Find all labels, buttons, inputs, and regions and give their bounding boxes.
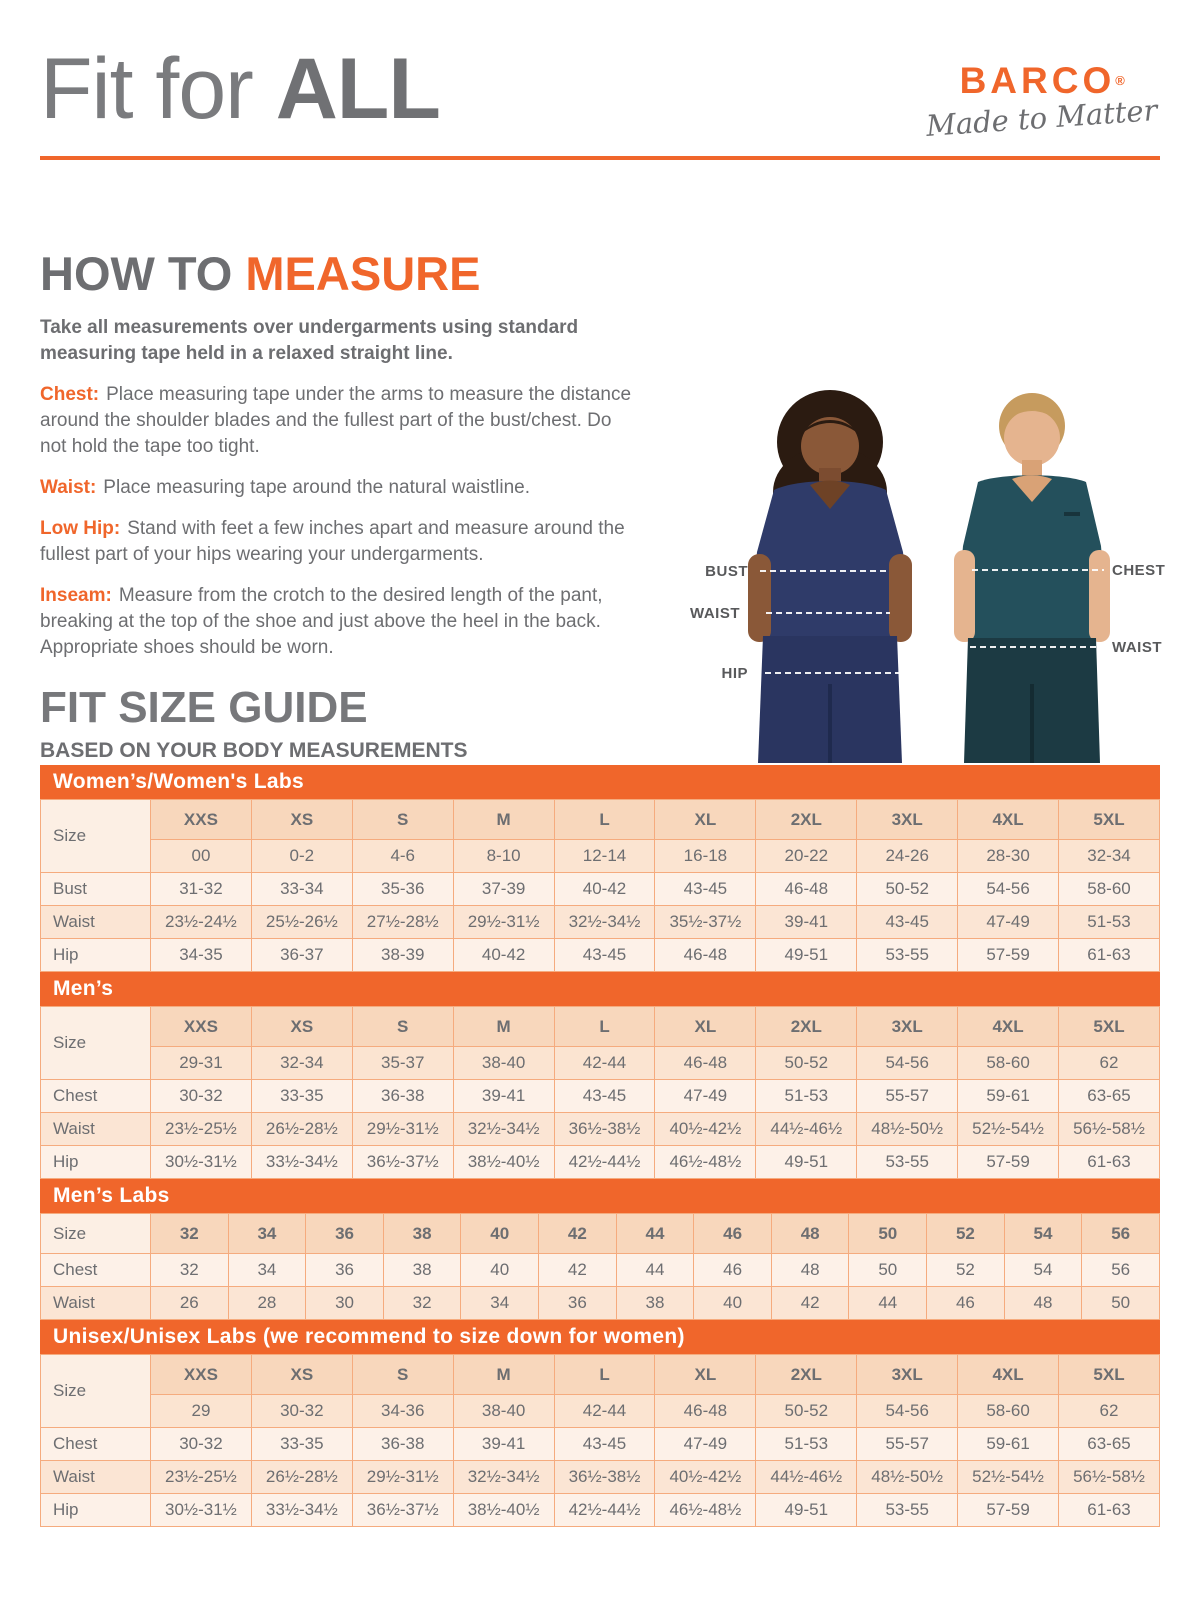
measurement-cell: 42 [771, 1287, 849, 1320]
measurement-cell: 59-61 [958, 1428, 1059, 1461]
size-name-cell: L [554, 1355, 655, 1395]
size-name-cell: 2XL [756, 800, 857, 840]
size-header-row [41, 800, 1160, 840]
size-number-cell: 34-36 [352, 1395, 453, 1428]
measurement-cell: 47-49 [655, 1080, 756, 1113]
measurement-cell: 43-45 [554, 1428, 655, 1461]
size-number-cell: 38-40 [453, 1395, 554, 1428]
measurement-cell: 29½-31½ [352, 1113, 453, 1146]
size-number-cell: 24-26 [857, 840, 958, 873]
measurement-cell: 43-45 [554, 1080, 655, 1113]
measurement-cell: 55-57 [857, 1428, 958, 1461]
measurement-cell: 30½-31½ [151, 1146, 252, 1179]
row-label-cell: Waist [41, 1113, 151, 1146]
measurement-row-chest [41, 1254, 1160, 1287]
measurement-cell: 58-60 [1059, 873, 1160, 906]
measurement-cell: 46-48 [756, 873, 857, 906]
size-number-cell: 4-6 [352, 840, 453, 873]
size-table-men-s [40, 1006, 1160, 1179]
measurement-cell: 39-41 [756, 906, 857, 939]
size-number-cell: 30-32 [251, 1395, 352, 1428]
size-name-cell: 4XL [958, 1007, 1059, 1047]
measurement-cell: 46 [927, 1287, 1005, 1320]
measure-item-chest-label: Chest: [40, 384, 100, 406]
size-name-cell: 46 [694, 1214, 772, 1254]
size-name-cell: 3XL [857, 1355, 958, 1395]
measurement-cell: 40 [694, 1287, 772, 1320]
table-band-women-s-women-s-labs: Women’s/Women's Labs [40, 765, 1160, 799]
measurement-row-bust [41, 873, 1160, 906]
measurement-cell: 53-55 [857, 1494, 958, 1527]
brand-tagline: Made to Matter [925, 92, 1159, 144]
how-to-measure-title [40, 247, 632, 300]
size-name-cell: S [352, 800, 453, 840]
measurement-cell: 46½-48½ [655, 1146, 756, 1179]
waist-right-label: WAIST [1112, 639, 1162, 656]
size-name-cell: 5XL [1059, 800, 1160, 840]
measurement-cell: 52 [927, 1254, 1005, 1287]
size-name-cell: M [453, 1355, 554, 1395]
measurement-cell: 40½-42½ [655, 1113, 756, 1146]
row-label-cell: Chest [41, 1254, 151, 1287]
waist-left-label: WAIST [690, 605, 740, 622]
measurement-cell: 36½-38½ [554, 1113, 655, 1146]
size-table-women-s-women-s-labs [40, 799, 1160, 972]
size-name-cell: XXS [151, 1355, 252, 1395]
measurement-cell: 53-55 [857, 939, 958, 972]
measurement-cell: 44½-46½ [756, 1461, 857, 1494]
size-label-cell: Size [41, 1214, 151, 1254]
measurement-cell: 33½-34½ [251, 1146, 352, 1179]
size-name-cell: XS [251, 1007, 352, 1047]
measurement-cell: 38 [383, 1254, 461, 1287]
row-label-cell: Waist [41, 1287, 151, 1320]
size-number-cell: 54-56 [857, 1395, 958, 1428]
size-number-cell: 42-44 [554, 1047, 655, 1080]
size-number-cell: 46-48 [655, 1047, 756, 1080]
measurement-cell: 30-32 [151, 1080, 252, 1113]
size-name-cell: 2XL [756, 1007, 857, 1047]
size-name-cell: 3XL [857, 800, 958, 840]
measurement-cell: 38½-40½ [453, 1146, 554, 1179]
measure-item-inseam-text: Measure from the crotch to the desired length of the pant, breaking at the top of the shoe and just above the heel in the back. Appropriate shoes should be worn. [40, 585, 603, 659]
measure-item-lowhip-label: Low Hip: [40, 518, 121, 540]
size-number-cell: 50-52 [756, 1395, 857, 1428]
measurement-cell: 51-53 [756, 1080, 857, 1113]
measurement-cell: 23½-25½ [151, 1461, 252, 1494]
measurement-cell: 23½-25½ [151, 1113, 252, 1146]
size-name-cell: 34 [228, 1214, 306, 1254]
size-name-cell: 5XL [1059, 1355, 1160, 1395]
measurement-cell: 28 [228, 1287, 306, 1320]
size-number-cell: 29-31 [151, 1047, 252, 1080]
registered-mark-icon: ® [1115, 73, 1125, 88]
size-number-cell: 58-60 [958, 1047, 1059, 1080]
measure-item-chest-text: Place measuring tape under the arms to measure the distance around the shoulder blades and the fullest part of the bust/chest. Do not hold the tape too tight. [40, 384, 632, 458]
size-name-cell: 50 [849, 1214, 927, 1254]
models-photo [660, 384, 1200, 763]
size-number-cell: 20-22 [756, 840, 857, 873]
measurement-cell: 51-53 [756, 1428, 857, 1461]
measurement-cell: 38 [616, 1287, 694, 1320]
measurement-cell: 63-65 [1059, 1080, 1160, 1113]
size-number-cell: 28-30 [958, 840, 1059, 873]
size-name-cell: XL [655, 800, 756, 840]
row-label-cell: Waist [41, 1461, 151, 1494]
brand-logo [925, 60, 1159, 144]
measurement-cell: 54-56 [958, 873, 1059, 906]
size-name-cell: M [453, 1007, 554, 1047]
measurement-cell: 51-53 [1059, 906, 1160, 939]
size-name-cell: XL [655, 1355, 756, 1395]
brand-wordmark: BARCO [959, 60, 1116, 101]
measurement-cell: 30½-31½ [151, 1494, 252, 1527]
measure-item-lowhip [40, 516, 632, 568]
table-band-unisex-unisex-labs-we-recommen: Unisex/Unisex Labs (we recommend to size down for women) [40, 1320, 1160, 1354]
measurement-cell: 57-59 [958, 939, 1059, 972]
measurement-cell: 50-52 [857, 873, 958, 906]
size-name-cell: 40 [461, 1214, 539, 1254]
measurement-cell: 39-41 [453, 1428, 554, 1461]
measurement-cell: 36½-38½ [554, 1461, 655, 1494]
table-band-men-s: Men’s [40, 972, 1160, 1006]
measurement-row-waist [41, 1113, 1160, 1146]
measurement-cell: 33½-34½ [251, 1494, 352, 1527]
measurement-cell: 35-36 [352, 873, 453, 906]
measurement-cell: 23½-24½ [151, 906, 252, 939]
size-number-cell: 54-56 [857, 1047, 958, 1080]
size-header-row [41, 1355, 1160, 1395]
measurement-cell: 61-63 [1059, 939, 1160, 972]
size-name-cell: 48 [771, 1214, 849, 1254]
size-number-cell: 62 [1059, 1047, 1160, 1080]
measurement-cell: 55-57 [857, 1080, 958, 1113]
measurement-cell: 52½-54½ [958, 1461, 1059, 1494]
how-to-measure-section [40, 247, 632, 661]
size-name-cell: 4XL [958, 1355, 1059, 1395]
measurement-cell: 39-41 [453, 1080, 554, 1113]
measure-intro: Take all measurements over undergarments using standard measuring tape held in a relaxed straight line. [40, 317, 579, 365]
measurement-cell: 32½-34½ [554, 906, 655, 939]
measurement-cell: 40½-42½ [655, 1461, 756, 1494]
row-label-cell: Chest [41, 1428, 151, 1461]
size-numbers-row [41, 1047, 1160, 1080]
row-label-cell: Bust [41, 873, 151, 906]
measurement-cell: 56½-58½ [1059, 1461, 1160, 1494]
size-name-cell: 32 [151, 1214, 229, 1254]
measurement-cell: 40 [461, 1254, 539, 1287]
size-name-cell: 54 [1004, 1214, 1082, 1254]
measurement-row-chest [41, 1080, 1160, 1113]
size-number-cell: 35-37 [352, 1047, 453, 1080]
measurement-cell: 54 [1004, 1254, 1082, 1287]
measurement-cell: 32 [383, 1287, 461, 1320]
measurement-cell: 40-42 [453, 939, 554, 972]
measurement-cell: 33-35 [251, 1428, 352, 1461]
measurement-row-waist [41, 1461, 1160, 1494]
measurement-cell: 33-35 [251, 1080, 352, 1113]
measurement-cell: 48 [1004, 1287, 1082, 1320]
measurement-cell: 30-32 [151, 1428, 252, 1461]
measurement-cell: 61-63 [1059, 1146, 1160, 1179]
size-tables [40, 765, 1160, 1527]
size-name-cell: XL [655, 1007, 756, 1047]
measurement-cell: 42½-44½ [554, 1146, 655, 1179]
measurement-cell: 47-49 [655, 1428, 756, 1461]
measurement-cell: 36½-37½ [352, 1146, 453, 1179]
measurement-cell: 46-48 [655, 939, 756, 972]
measurement-cell: 49-51 [756, 1494, 857, 1527]
hip-label: HIP [721, 665, 748, 682]
fit-size-guide-subtitle: BASED ON YOUR BODY MEASUREMENTS [40, 739, 468, 762]
measurement-cell: 42½-44½ [554, 1494, 655, 1527]
measurement-cell: 29½-31½ [352, 1461, 453, 1494]
measurement-cell: 25½-26½ [251, 906, 352, 939]
measure-item-inseam [40, 583, 632, 661]
row-label-cell: Chest [41, 1080, 151, 1113]
size-name-cell: 4XL [958, 800, 1059, 840]
measurement-cell: 48½-50½ [857, 1113, 958, 1146]
size-number-cell: 8-10 [453, 840, 554, 873]
measurement-row-hip [41, 1494, 1160, 1527]
row-label-cell: Hip [41, 1494, 151, 1527]
size-number-cell: 16-18 [655, 840, 756, 873]
size-number-cell: 29 [151, 1395, 252, 1428]
size-name-cell: S [352, 1007, 453, 1047]
size-name-cell: 44 [616, 1214, 694, 1254]
measurement-cell: 42 [539, 1254, 617, 1287]
measurement-cell: 57-59 [958, 1146, 1059, 1179]
measurement-cell: 61-63 [1059, 1494, 1160, 1527]
measurement-cell: 32 [151, 1254, 229, 1287]
measurement-cell: 43-45 [857, 906, 958, 939]
measurement-cell: 46 [694, 1254, 772, 1287]
measurement-row-chest [41, 1428, 1160, 1461]
measurement-cell: 26½-28½ [251, 1113, 352, 1146]
measurement-cell: 63-65 [1059, 1428, 1160, 1461]
measurement-cell: 27½-28½ [352, 906, 453, 939]
size-name-cell: XXS [151, 800, 252, 840]
measurement-cell: 36 [539, 1287, 617, 1320]
measurement-cell: 59-61 [958, 1080, 1059, 1113]
fit-size-guide-header [40, 683, 468, 763]
row-label-cell: Waist [41, 906, 151, 939]
measure-item-lowhip-text: Stand with feet a few inches apart and measure around the fullest part of your hips wearing your undergarments. [40, 518, 625, 566]
measurement-cell: 52½-54½ [958, 1113, 1059, 1146]
size-name-cell: XXS [151, 1007, 252, 1047]
row-label-cell: Hip [41, 1146, 151, 1179]
size-number-cell: 50-52 [756, 1047, 857, 1080]
size-name-cell: L [554, 800, 655, 840]
size-number-cell: 0-2 [251, 840, 352, 873]
size-name-cell: 38 [383, 1214, 461, 1254]
size-number-cell: 00 [151, 840, 252, 873]
size-name-cell: 5XL [1059, 1007, 1160, 1047]
measurement-cell: 44 [849, 1287, 927, 1320]
size-numbers-row [41, 1395, 1160, 1428]
size-table-unisex-unisex-labs-we-recommen [40, 1354, 1160, 1527]
table-band-men-s-labs: Men’s Labs [40, 1179, 1160, 1213]
size-number-cell: 32-34 [251, 1047, 352, 1080]
measurement-cell: 56½-58½ [1059, 1113, 1160, 1146]
measurement-cell: 43-45 [655, 873, 756, 906]
size-number-cell: 58-60 [958, 1395, 1059, 1428]
size-table-men-s-labs [40, 1213, 1160, 1320]
measurement-cell: 30 [306, 1287, 384, 1320]
page-title-regular: Fit for [40, 41, 276, 137]
measurement-cell: 32½-34½ [453, 1461, 554, 1494]
measurement-cell: 57-59 [958, 1494, 1059, 1527]
size-name-cell: 42 [539, 1214, 617, 1254]
measurement-row-hip [41, 939, 1160, 972]
page-title-bold: ALL [275, 41, 440, 137]
size-name-cell: 3XL [857, 1007, 958, 1047]
measurement-row-hip [41, 1146, 1160, 1179]
measure-item-waist-text: Place measuring tape around the natural waistline. [103, 477, 530, 499]
size-name-cell: XS [251, 1355, 352, 1395]
measurement-row-waist [41, 906, 1160, 939]
measurement-cell: 36-38 [352, 1428, 453, 1461]
size-name-cell: 36 [306, 1214, 384, 1254]
measurement-cell: 49-51 [756, 939, 857, 972]
measurement-cell: 35½-37½ [655, 906, 756, 939]
chest-label: CHEST [1112, 562, 1166, 579]
measurement-cell: 50 [849, 1254, 927, 1287]
size-number-cell: 46-48 [655, 1395, 756, 1428]
size-name-cell: 52 [927, 1214, 1005, 1254]
measurement-cell: 36-38 [352, 1080, 453, 1113]
measurement-cell: 32½-34½ [453, 1113, 554, 1146]
size-name-cell: L [554, 1007, 655, 1047]
measurement-cell: 33-34 [251, 873, 352, 906]
size-header-row [41, 1214, 1160, 1254]
measurement-cell: 31-32 [151, 873, 252, 906]
measurement-cell: 50 [1082, 1287, 1160, 1320]
fit-size-guide-title: FIT SIZE GUIDE [40, 683, 368, 732]
measurement-cell: 26½-28½ [251, 1461, 352, 1494]
measurement-cell: 29½-31½ [453, 906, 554, 939]
size-header-row [41, 1007, 1160, 1047]
measurement-cell: 37-39 [453, 873, 554, 906]
size-name-cell: S [352, 1355, 453, 1395]
measurement-cell: 36-37 [251, 939, 352, 972]
measurement-row-waist [41, 1287, 1160, 1320]
measurement-cell: 40-42 [554, 873, 655, 906]
measurement-cell: 26 [151, 1287, 229, 1320]
size-name-cell: 56 [1082, 1214, 1160, 1254]
size-number-cell: 32-34 [1059, 840, 1160, 873]
measurement-cell: 49-51 [756, 1146, 857, 1179]
measurement-cell: 44½-46½ [756, 1113, 857, 1146]
bust-label: BUST [705, 563, 748, 580]
row-label-cell: Hip [41, 939, 151, 972]
size-number-cell: 12-14 [554, 840, 655, 873]
measurement-cell: 38½-40½ [453, 1494, 554, 1527]
measure-item-inseam-label: Inseam: [40, 585, 112, 607]
size-label-cell: Size [41, 1355, 151, 1428]
measurement-cell: 36½-37½ [352, 1494, 453, 1527]
measure-item-waist [40, 475, 632, 501]
how-to-measure-title-orange: MEASURE [245, 247, 481, 300]
header-divider [40, 156, 1160, 160]
size-label-cell: Size [41, 800, 151, 873]
size-number-cell: 38-40 [453, 1047, 554, 1080]
measurement-cell: 44 [616, 1254, 694, 1287]
size-name-cell: 2XL [756, 1355, 857, 1395]
size-numbers-row [41, 840, 1160, 873]
size-label-cell: Size [41, 1007, 151, 1080]
measurement-cell: 47-49 [958, 906, 1059, 939]
measurement-cell: 48½-50½ [857, 1461, 958, 1494]
measurement-cell: 43-45 [554, 939, 655, 972]
measurement-cell: 48 [771, 1254, 849, 1287]
measurement-cell: 38-39 [352, 939, 453, 972]
measurement-cell: 34 [461, 1287, 539, 1320]
measurement-cell: 56 [1082, 1254, 1160, 1287]
measurement-cell: 46½-48½ [655, 1494, 756, 1527]
measurement-cell: 36 [306, 1254, 384, 1287]
size-name-cell: M [453, 800, 554, 840]
size-name-cell: XS [251, 800, 352, 840]
measurement-cell: 34-35 [151, 939, 252, 972]
brand-name [926, 62, 1158, 99]
size-number-cell: 62 [1059, 1395, 1160, 1428]
measure-item-chest [40, 382, 632, 460]
measure-item-waist-label: Waist: [40, 477, 97, 499]
measurement-cell: 34 [228, 1254, 306, 1287]
measurement-cell: 53-55 [857, 1146, 958, 1179]
page-title [40, 41, 440, 137]
how-to-measure-title-gray: HOW TO [40, 247, 246, 300]
size-number-cell: 42-44 [554, 1395, 655, 1428]
